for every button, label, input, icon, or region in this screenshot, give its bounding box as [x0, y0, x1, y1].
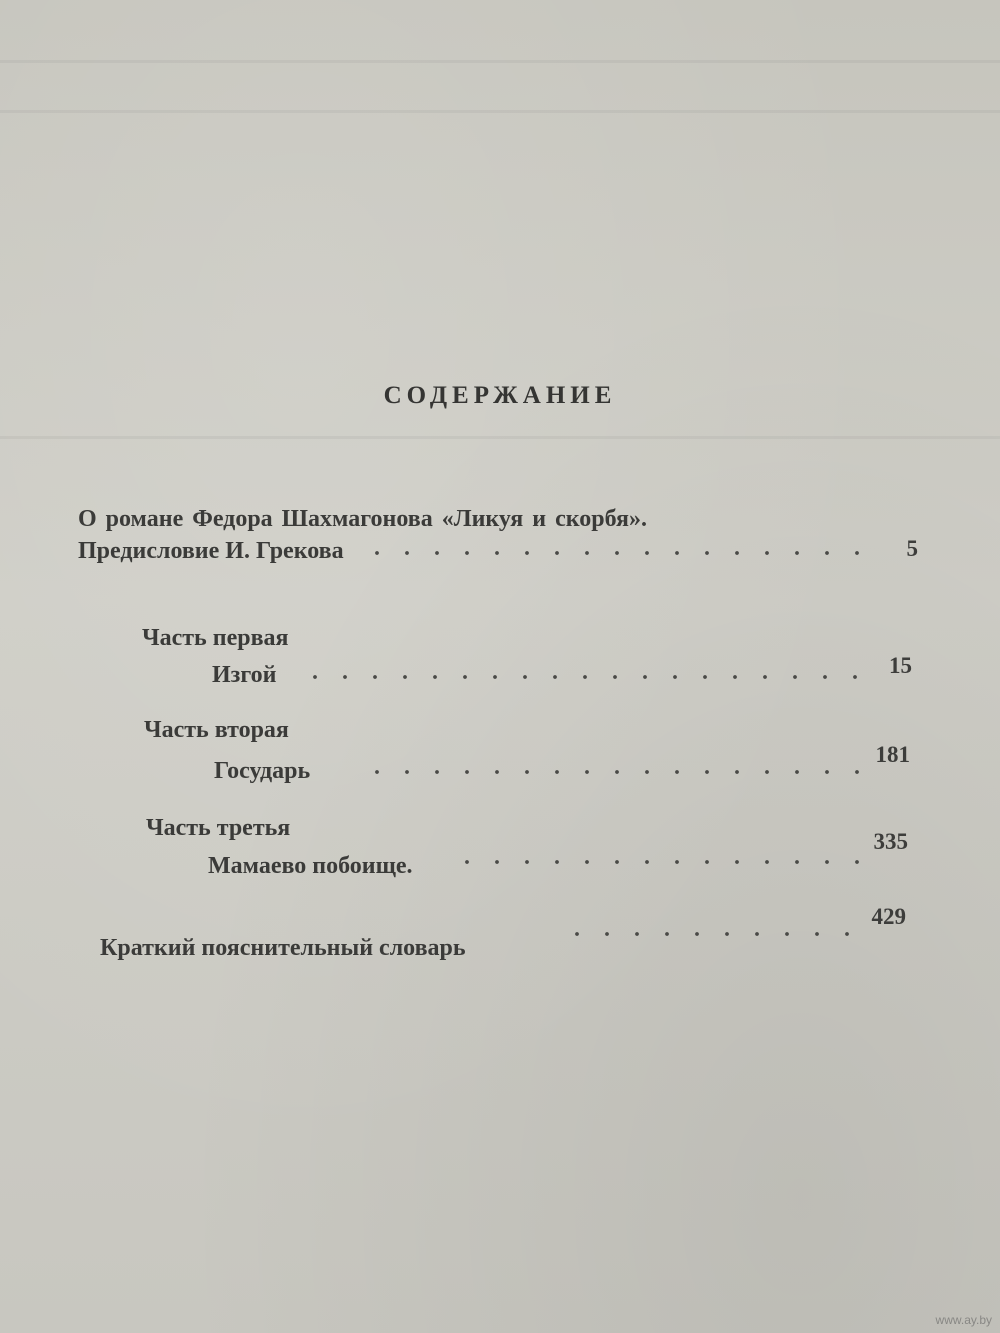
- dot-leader: [562, 930, 852, 938]
- part-1-page-number: 15: [889, 653, 912, 678]
- part-1-title: Изгой: [212, 662, 277, 688]
- part-2-page-number: 181: [875, 742, 910, 767]
- dot-leader: [362, 768, 862, 776]
- part-1-label: Часть первая: [142, 625, 289, 651]
- part-2-title: Государь: [214, 758, 311, 784]
- dot-leader: [362, 549, 862, 557]
- part-3-label: Часть третья: [146, 815, 291, 841]
- part-2-label: Часть вторая: [144, 717, 289, 743]
- dot-leader: [300, 673, 860, 681]
- dot-leader: [452, 858, 862, 866]
- site-watermark: www.ay.by: [935, 1313, 992, 1327]
- foreword-line-2: Предисловие И. Грекова: [78, 538, 344, 564]
- contents-heading: СОДЕРЖАНИЕ: [383, 382, 617, 409]
- part-3-page-number: 335: [873, 829, 908, 854]
- glossary-title: Краткий пояснительный словарь: [100, 935, 466, 961]
- show-through-line: [0, 60, 1000, 63]
- part-3-title: Мамаево побоище.: [208, 853, 413, 879]
- show-through-line: [0, 110, 1000, 113]
- glossary-page-number: 429: [871, 904, 906, 929]
- foreword-page-number: 5: [906, 536, 918, 561]
- foreword-line-1: О романе Федора Шахмагонова «Ликуя и скорбя».: [78, 506, 648, 532]
- show-through-line: [0, 436, 1000, 439]
